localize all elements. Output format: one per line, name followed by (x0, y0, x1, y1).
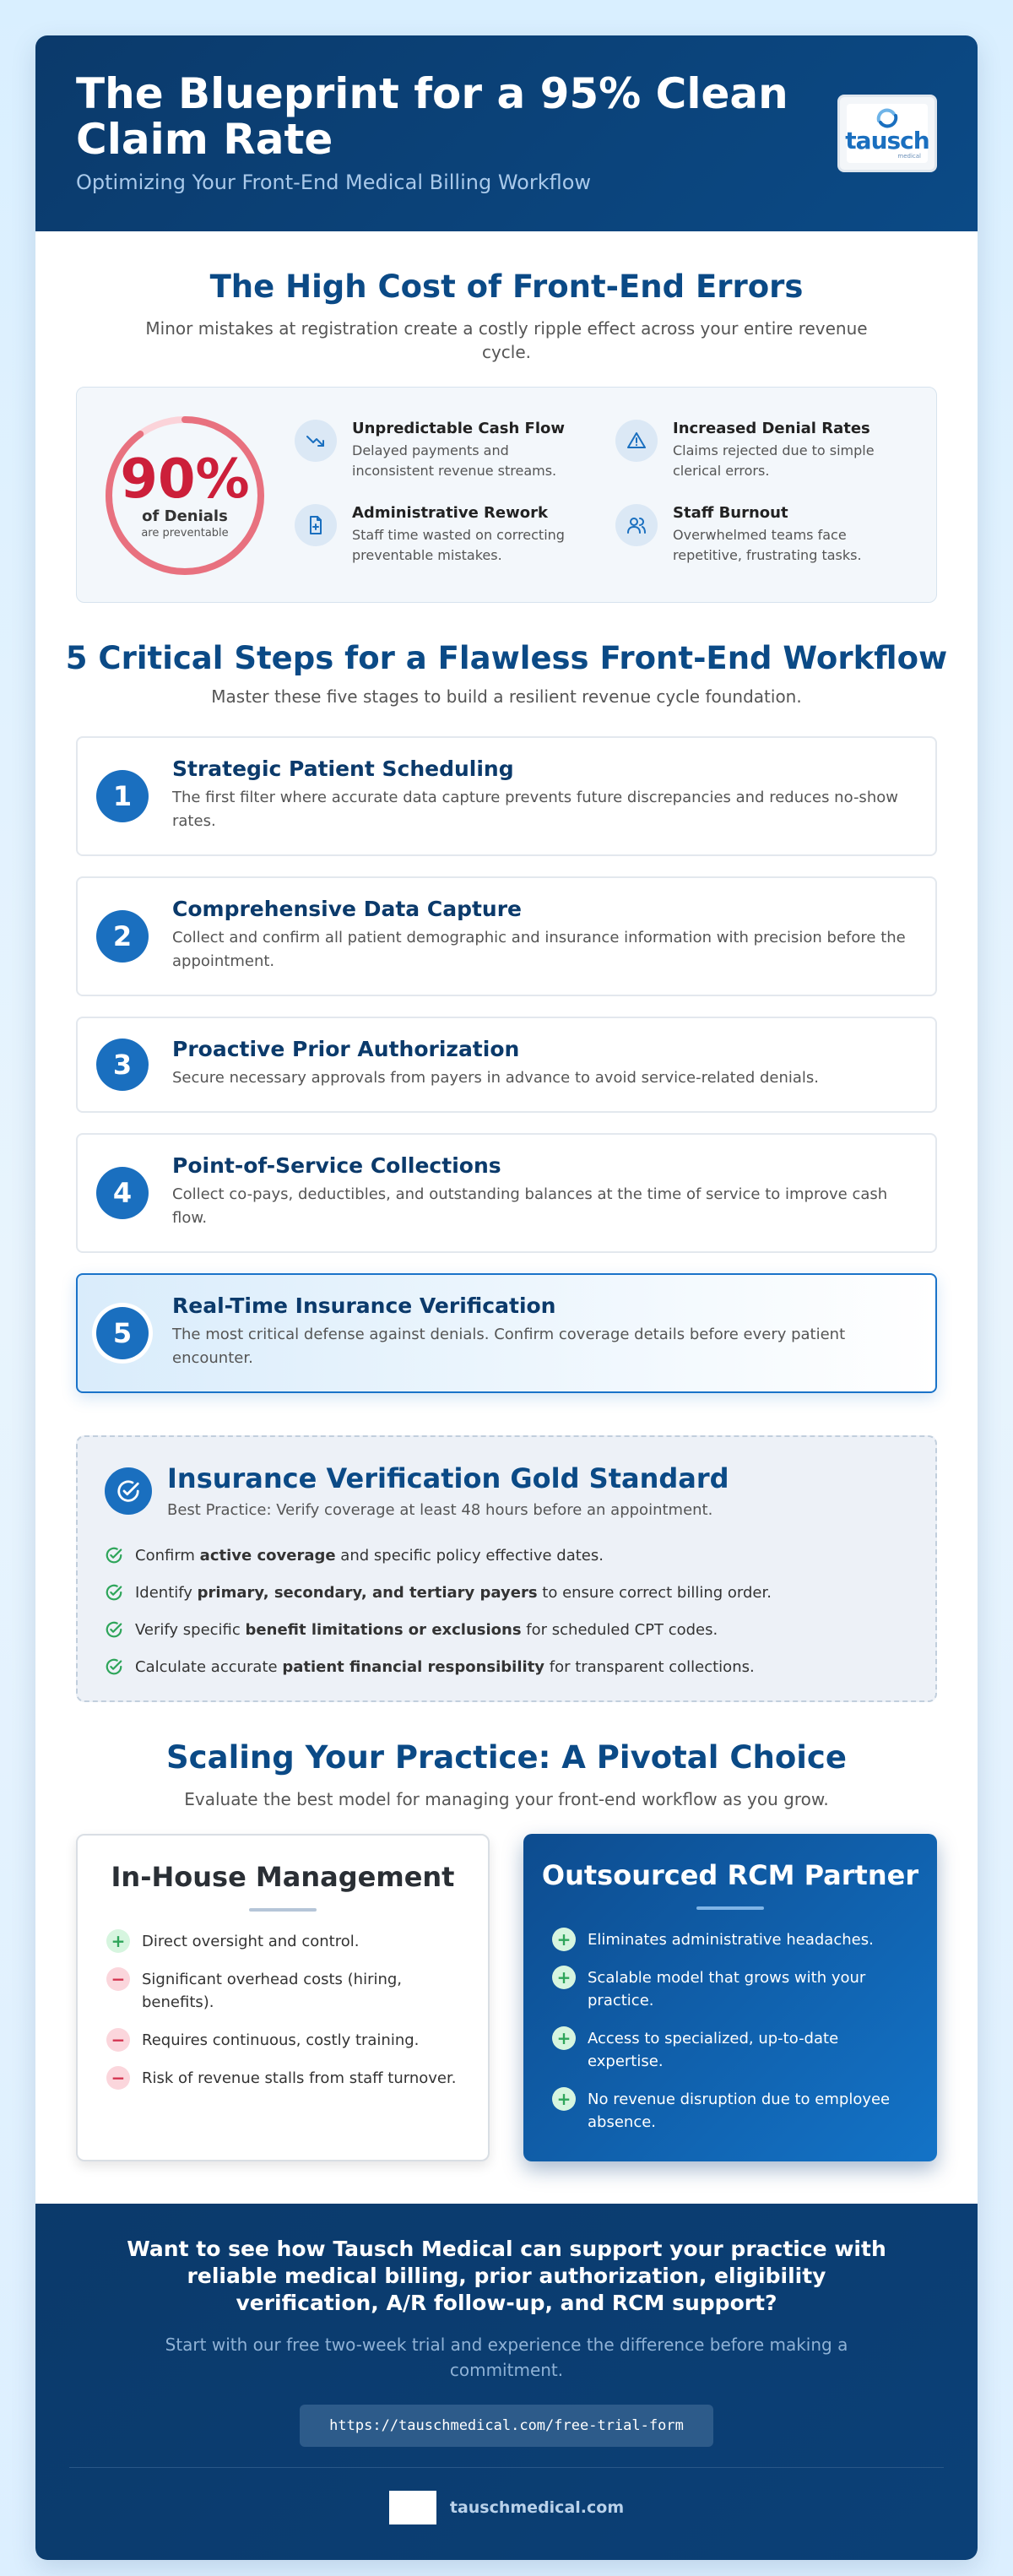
verification-gold-standard-panel (76, 1435, 937, 1702)
comparison-text: Scalable model that grows with your practice. (588, 1969, 866, 2009)
plus-icon: + (552, 1928, 576, 1951)
cost-item-title: Staff Burnout (673, 504, 788, 522)
free-trial-link[interactable]: https://tauschmedical.com/free-trial-form (300, 2405, 713, 2447)
check-circle-icon (105, 1583, 123, 1602)
comparison-item (106, 1930, 459, 1953)
step-text: The first filter where accurate data capture prevents future discrepancies and reduces no-show rates. (172, 789, 898, 830)
outsourced-rcm-card (523, 1834, 937, 2161)
steps-section-title: 5 Critical Steps for a Flawless Front-End Workflow (65, 640, 948, 676)
page-subtitle: Optimizing Your Front-End Medical Billing Workflow (76, 171, 592, 194)
inhouse-management-card (76, 1834, 490, 2161)
step-card-4 (76, 1133, 937, 1253)
step-title: Comprehensive Data Capture (172, 897, 523, 921)
comparison-item (106, 2067, 459, 2090)
cost-item-burnout (615, 504, 902, 566)
gold-standard-subtitle: Best Practice: Verify coverage at least 48 hours before an appointment. (167, 1501, 713, 1519)
minus-icon: − (106, 1967, 130, 1991)
trending-down-icon (295, 420, 337, 462)
logo-wordmark: tausch (845, 127, 929, 155)
comparison-text: Eliminates administrative headaches. (588, 1931, 874, 1949)
comparison-text: No revenue disruption due to employee absence. (588, 2091, 891, 2131)
cost-section-subtitle: Minor mistakes at registration create a costly ripple effect across your entire revenue cycle. (145, 318, 868, 362)
step-title: Point-of-Service Collections (172, 1153, 501, 1178)
card-divider (249, 1908, 317, 1912)
comparison-text: Access to specialized, up-to-date expertise. (588, 2030, 839, 2070)
step-card-3 (76, 1017, 937, 1113)
cost-section-title: The High Cost of Front-End Errors (209, 268, 804, 305)
step-card-2 (76, 876, 937, 996)
cost-item-title: Unpredictable Cash Flow (352, 420, 566, 437)
cost-item-denial-rates (615, 420, 902, 481)
page-title: The Blueprint for a 95% Clean Claim Rate (76, 69, 788, 164)
checklist-text: to ensure correct billing order. (537, 1583, 772, 1602)
plus-icon: + (106, 1929, 130, 1953)
cost-item-title: Administrative Rework (352, 504, 548, 522)
verified-check-icon (105, 1467, 152, 1515)
plus-icon: + (552, 1966, 576, 1989)
plus-icon: + (552, 2087, 576, 2111)
checklist-text: for scheduled CPT codes. (521, 1620, 718, 1639)
infographic-page (35, 35, 978, 2560)
gold-standard-checklist (105, 1537, 915, 1685)
comparison-item (106, 1968, 459, 2014)
comparison-text: Requires continuous, costly training. (142, 2031, 420, 2049)
footer-brand (35, 2491, 978, 2524)
step-title: Real-Time Insurance Verification (172, 1293, 556, 1318)
step-title: Proactive Prior Authorization (172, 1037, 520, 1061)
step-number: 3 (96, 1039, 149, 1091)
checklist-text: for transparent collections. (544, 1657, 755, 1676)
users-icon (615, 504, 658, 546)
step-number: 4 (96, 1167, 149, 1219)
checklist-item (105, 1574, 915, 1611)
step-title: Strategic Patient Scheduling (172, 757, 514, 781)
comparison-item (106, 2029, 459, 2052)
footer-divider (69, 2467, 944, 2468)
footer-cta (35, 2204, 978, 2560)
gold-standard-title: Insurance Verification Gold Standard (167, 1462, 729, 1494)
checklist-text: Calculate accurate (135, 1657, 283, 1676)
check-circle-icon (105, 1546, 123, 1565)
step-text: Collect and confirm all patient demographic and insurance information with precision before the appointment. (172, 929, 906, 970)
step-text: The most critical defense against denials. Confirm coverage details before every patient encounter. (172, 1326, 846, 1367)
cta-headline: Want to see how Tausch Medical can support your practice with reliable medical billing, prior authorization, eligibility verification, A/R follow-up, and RCM support? (127, 2237, 886, 2315)
cost-item-text: Claims rejected due to simple clerical errors. (673, 442, 875, 479)
cost-panel (76, 387, 937, 603)
cost-item-title: Increased Denial Rates (673, 420, 870, 437)
checklist-emphasis: primary, secondary, and tertiary payers (197, 1583, 538, 1602)
comparison-item (552, 2027, 908, 2073)
comparison-item (552, 1928, 908, 1951)
comparison-item (552, 1966, 908, 2012)
checklist-item (105, 1648, 915, 1685)
checklist-emphasis: benefit limitations or exclusions (245, 1620, 522, 1639)
plus-icon: + (552, 2026, 576, 2050)
comparison-item (552, 2088, 908, 2134)
checklist-text: Verify specific (135, 1620, 246, 1639)
check-circle-icon (105, 1620, 123, 1639)
scaling-section-subtitle: Evaluate the best model for managing your front-end workflow as you grow. (184, 1789, 829, 1809)
check-circle-icon (105, 1657, 123, 1676)
cost-item-text: Delayed payments and inconsistent revenue streams. (352, 442, 557, 479)
file-plus-icon (295, 504, 337, 546)
checklist-text: Identify (135, 1583, 198, 1602)
cost-item-rework (295, 504, 582, 566)
checklist-text: and specific policy effective dates. (335, 1546, 604, 1565)
checklist-emphasis: patient financial responsibility (282, 1657, 545, 1676)
step-card-5-highlighted (76, 1273, 937, 1393)
minus-icon: − (106, 2066, 130, 2090)
card-title: Outsourced RCM Partner (541, 1859, 919, 1891)
cta-text: Start with our free two-week trial and experience the difference before making a commitment. (165, 2335, 848, 2380)
cost-item-text: Overwhelmed teams face repetitive, frustrating tasks. (673, 527, 862, 563)
footer-site-link[interactable]: tauschmedical.com (449, 2498, 625, 2517)
cost-item-cash-flow (295, 420, 582, 481)
card-divider (696, 1906, 764, 1910)
steps-section-subtitle: Master these five stages to build a resilient revenue cycle foundation. (211, 686, 802, 707)
tausch-logo (837, 95, 937, 172)
checklist-text: Confirm (135, 1546, 200, 1565)
denial-stat (102, 413, 268, 578)
comparison-text: Significant overhead costs (hiring, benefits). (142, 1971, 403, 2011)
logo-tagline: medical (897, 153, 921, 160)
denial-label: of Denials (142, 507, 228, 525)
step-number: 5 (96, 1307, 149, 1359)
denial-percent: 90% (120, 448, 250, 511)
denial-note: are preventable (141, 527, 229, 540)
step-text: Secure necessary approvals from payers in advance to avoid service-related denials. (172, 1069, 820, 1087)
step-text: Collect co-pays, deductibles, and outstanding balances at the time of service to improve cash flow. (172, 1185, 888, 1227)
step-number: 1 (96, 770, 149, 822)
comparison-text: Risk of revenue stalls from staff turnover. (142, 2069, 457, 2087)
warning-triangle-icon (615, 420, 658, 462)
step-number: 2 (96, 910, 149, 963)
scaling-section-title: Scaling Your Practice: A Pivotal Choice (166, 1739, 847, 1776)
comparison-text: Direct oversight and control. (142, 1933, 360, 1950)
checklist-item (105, 1611, 915, 1648)
minus-icon: − (106, 2028, 130, 2052)
checklist-emphasis: active coverage (199, 1546, 336, 1565)
header-banner (35, 35, 978, 231)
footer-logo (389, 2491, 436, 2524)
card-title: In-House Management (111, 1861, 455, 1893)
step-card-1 (76, 736, 937, 856)
cost-item-text: Staff time wasted on correcting preventable mistakes. (352, 527, 565, 563)
checklist-item (105, 1537, 915, 1574)
